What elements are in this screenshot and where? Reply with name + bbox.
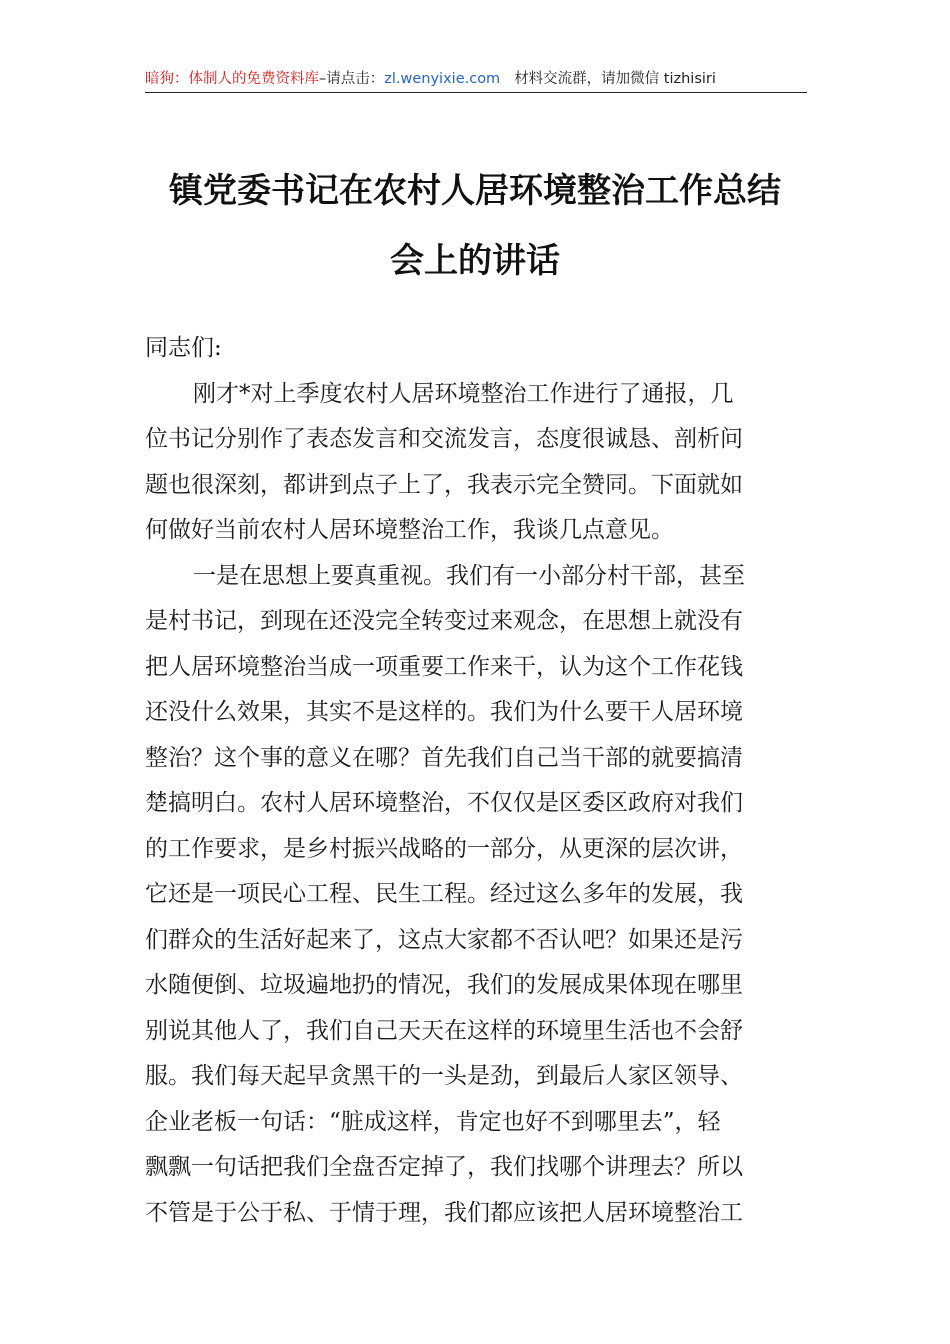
document-body [145, 326, 807, 1236]
document-title-line-2: 会上的讲话 [390, 241, 560, 281]
text-line: 不管是于公于私、于情于理，我们都应该把人居环境整治工 [145, 1199, 743, 1226]
header-prompt: –请点击： [319, 71, 385, 87]
header-site-name: 暗狗：体制人的免费资料库 [145, 71, 319, 87]
header-contact: 材料交流群，请加微信 tizhisiri [514, 71, 716, 87]
text-line: 水随便倒、垃圾遍地扔的情况，我们的发展成果体现在哪里 [145, 972, 743, 998]
document-title-line-1: 镇党委书记在农村人居环境整治工作总结 [169, 171, 781, 211]
text-line: 飘飘一句话把我们全盘否定掉了，我们找哪个讲理去？所以 [145, 1154, 743, 1180]
text-line: 把人居环境整治当成一项重要工作来干，认为这个工作花钱 [145, 653, 743, 680]
text-line: 位书记分别作了表态发言和交流发言，态度很诚恳、剖析问 [145, 426, 743, 452]
text-line: 还没什么效果，其实不是这样的。我们为什么要干人居环境 [145, 699, 743, 725]
text-line: 企业老板一句话：“脏成这样，肯定也好不到哪里去”，轻 [145, 1108, 721, 1135]
salutation: 同志们: [145, 335, 222, 361]
text-line: 是村书记，到现在还没完全转变过来观念，在思想上就没有 [145, 608, 743, 634]
text-line: 们群众的生活好起来了，这点大家都不否认吧？如果还是污 [145, 926, 743, 953]
text-line: 整治？这个事的意义在哪？首先我们自己当干部的就要搞清 [145, 744, 743, 771]
text-line: 何做好当前农村人居环境整治工作，我谈几点意见。 [145, 517, 674, 543]
text-line: 别说其他人了，我们自己天天在这样的环境里生活也不会舒 [145, 1017, 743, 1044]
text-line: 一是在思想上要真重视。我们有一小部分村干部，甚至 [193, 562, 745, 589]
text-line: 的工作要求，是乡村振兴战略的一部分，从更深的层次讲， [145, 835, 743, 862]
header-link[interactable]: zl.wenyixie.com [384, 71, 501, 87]
text-line: 题也很深刻，都讲到点子上了，我表示完全赞同。下面就如 [145, 471, 743, 498]
text-line: 服。我们每天起早贪黑干的一头是劲，到最后人家区领导、 [145, 1063, 743, 1089]
text-line: 刚才*对上季度农村人居环境整治工作进行了通报，几 [193, 380, 734, 407]
text-line: 楚搞明白。农村人居环境整治，不仅仅是区委区政府对我们 [145, 790, 743, 816]
header-banner [145, 66, 807, 93]
text-line: 它还是一项民心工程、民生工程。经过这么多年的发展，我 [145, 881, 743, 907]
